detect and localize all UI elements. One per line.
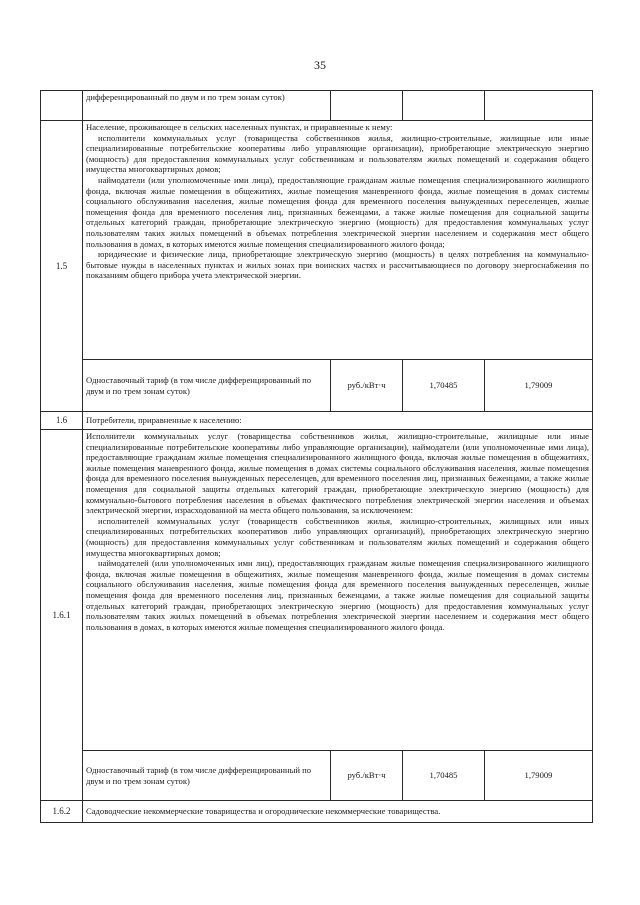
page-number: 35 — [314, 58, 326, 72]
description-paragraph: юридические и физические лица, приобретающие электрическую энергию (мощность) в целях потребления на коммунально-бытовые нужды в населенных пунктах и жилых зонах при воинских частях и рассчитывающиеся по договору энергоснабжения по показаниям общего прибора учета электрической энергии. — [86, 249, 589, 281]
unit-cell — [331, 91, 403, 121]
description-paragraph: исполнители коммунальных услуг (товарищества собственников жилья, жилищно-строительные, жилищные или иные специализированные потребительские кооперативы либо управляющие организации), приобретающие электрическую энергию (мощность) для предоставления коммунальных услуг собственникам и пользователям жилых помещений и содержания общего имущества многоквартирных домов; — [86, 132, 589, 175]
value-cell-1: 1,70485 — [403, 751, 485, 801]
row-description-cell — [83, 430, 593, 751]
row-description-cell — [83, 121, 593, 360]
value-cell-2: 1,79009 — [485, 751, 593, 801]
table-row — [41, 121, 593, 360]
description-intro: Население, проживающее в сельских населенных пунктах, и приравненные к нему: — [86, 122, 393, 132]
row-number-cell: 1.6.2 — [41, 801, 83, 823]
value-cell-1: 1,70485 — [403, 360, 485, 412]
row-number-cell: 1.6.1 — [41, 430, 83, 801]
row-number-cell — [41, 91, 83, 121]
tariff-label-cell: Одноставочный тариф (в том числе дифференцированный по двум и по трем зонам суток) — [83, 360, 331, 412]
table-row — [41, 412, 593, 430]
row-number-cell: 1.5 — [41, 121, 83, 412]
value-cell-1 — [403, 91, 485, 121]
unit-cell: руб./кВт·ч — [331, 360, 403, 412]
description-paragraph: Исполнители коммунальных услуг (товарищества собственников жилья, жилищно-строительные, жилищные или иные специализированные потребительские кооперативы либо управляющие организации), наймодатели (или уполномоченные ими лица), предоставляющие гражданам жилые помещения специализированного жилищного фонда, включая жилые помещения в общежитиях, жилые помещения маневренного фонда, жилые помещения в домах системы социального обслуживания населения, жилые помещения фонда для временного поселения вынужденных переселенцев, для временного поселения лиц, признанных беженцами, а также жилые помещения для социальной защиты отдельных категорий граждан, приобретающие электрическую энергию (мощность) для коммунально-бытового потребления населения в объемах фактического потребления электрической энергии населения и объемах электрической энергии, израсходованной на места общего пользования, за исключением: — [86, 431, 589, 516]
table-row — [41, 430, 593, 751]
unit-cell: руб./кВт·ч — [331, 751, 403, 801]
value-cell-2: 1,79009 — [485, 360, 593, 412]
row-number-cell: 1.6 — [41, 412, 83, 430]
table-row — [41, 801, 593, 823]
table-row — [41, 360, 593, 412]
description-paragraph: наймодатели (или уполномоченные ими лица), предоставляющие гражданам жилые помещения специализированного жилищного фонда, включая жилые помещения в общежитиях, жилые помещения маневренного фонда, жилые помещения в домах системы социального обслуживания населения, жилые помещения фонда для временного поселения вынужденных переселенцев, жилые помещения фонда для временного поселения лиц, признанных беженцами, а также жилые помещения для социальной защиты отдельных категорий граждан, приобретающие электрическую энергию (мощность) для предоставления коммунальных услуг пользователям таких жилых помещений в объемах потребления электрической энергии населением и содержания мест общего пользования в домах, в которых имеются жилые помещения специализированного жилого фонда; — [86, 174, 589, 249]
value-cell-2 — [485, 91, 593, 121]
description-paragraph: наймодателей (или уполномоченных ими лиц), предоставляющих гражданам жилые помещения специализированного жилищного фонда, включая жилые помещения в общежитиях, жилые помещения маневренного фонда, жилые помещения в домах системы социального обслуживания населения, жилые помещения фонда для временного поселения вынужденных переселенцев, жилые помещения фонда для временного поселения лиц, признанных беженцами, а также жилые помещения для социальной защиты отдельных категорий граждан, приобретающих электрическую энергию (мощность) для предоставления коммунальных услуг пользователям таких жилых помещений в объемах потребления электрической энергии населением и содержания мест общего пользования в домах, в которых имеются жилые помещения специализированного жилого фонда. — [86, 558, 589, 632]
tariff-table — [40, 90, 593, 823]
row-description-cell: Потребители, приравненные к населению: — [83, 412, 593, 430]
table-row — [41, 91, 593, 121]
row-description-cell: Садоводческие некоммерческие товарищества и огороднические некоммерческие товарищества. — [83, 801, 593, 823]
table-row — [41, 751, 593, 801]
description-paragraph: исполнителей коммунальных услуг (товариществ собственников жилья, жилищно-строительных, жилищных или иных специализированных потребительских кооперативов либо управляющих организаций), приобретающих электрическую энергию (мощность) для предоставления коммунальных услуг собственникам и пользователям жилых помещений и содержания общего имущества многоквартирных домов; — [86, 515, 589, 558]
tariff-label-cell: Одноставочный тариф (в том числе дифференцированный по двум и по трем зонам суток) — [83, 751, 331, 801]
row-text-cell: дифференцированный по двум и по трем зонам суток) — [83, 91, 331, 121]
